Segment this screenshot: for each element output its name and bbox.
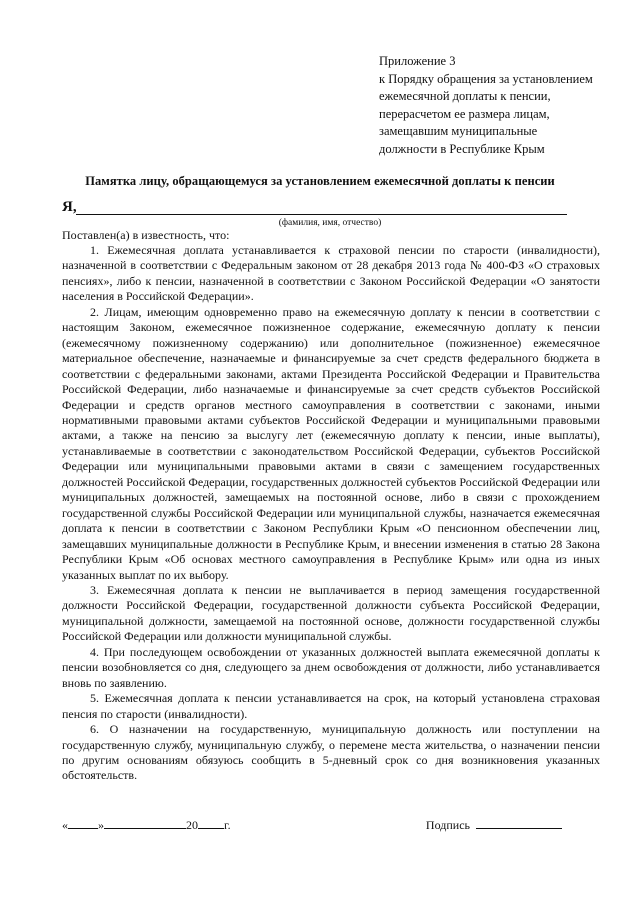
signature-field bbox=[426, 816, 562, 833]
signature-label: Подпись bbox=[425, 818, 470, 832]
appendix-line: замещавшим муниципальные bbox=[379, 124, 538, 138]
appendix-line: ежемесячной доплаты к пенсии, bbox=[379, 89, 551, 103]
name-field-line bbox=[76, 214, 567, 215]
appendix-header bbox=[379, 53, 629, 158]
name-field-label: Я, bbox=[62, 199, 77, 215]
date-open-quote: « bbox=[62, 818, 68, 832]
document-body bbox=[62, 243, 600, 784]
appendix-line: перерасчетом ее размера лицам, bbox=[379, 106, 550, 121]
signature-line bbox=[476, 816, 562, 829]
appendix-line: Приложение 3 bbox=[379, 54, 456, 68]
paragraph-2: 2. Лицам, имеющим одновременно право на ежемесячную доплату к пенсии в соответствии с настоящим Законом, ежемесячное пожизненное содержание, ежемесячную доплату к пенсии (ежемесячному пожизненному содержанию) или дополнительное (пожизненное) ежемесячное материальное обеспечение, назначаемые и финансируемые за счет средств федерального бюджета в соответствии с федеральными законами, актами Президента Российской Федерации и Правительства Российской Федерации, либо назначаемые и финансируемые за счет средств субъектов Российской Федерации и средств органов местного самоуправления в соответствии с законами, иными нормативными правовыми актами субъектов Российской Федерации и муниципальными правовыми актами, а также на пенсию за выслугу лет (ежемесячную доплату к пенсии, иные выплаты), устанавливаемые в соответствии с законодательством Российской Федерации, субъектов Российской Федерации или муниципальными правовыми актами в связи с замещением государственных должностей Российской Федерации, государственных должностей субъектов Российской Федерации или муниципальных должностей, замещаемых на постоянной основе, либо в связи с прохождением государственной службы Российской Федерации или муниципальной службы, назначается ежемесячная доплата к пенсии в соответствии с Законом Республики Крым «О пенсионном обеспечении лиц, замещавших муниципальные должности в Республике Крым, и внесении изменения в статью 28 Закона Республики Крым «Об основах местного самоуправления в Республике Крым» или одна из иных указанных выплат по их выбору. bbox=[62, 304, 600, 582]
date-close-quote: » bbox=[98, 818, 104, 832]
paragraph-5: 5. Ежемесячная доплата к пенсии устанавливается на срок, на который установлена страховая пенсия по старости (инвалидности). bbox=[62, 691, 600, 721]
date-year-suffix: г. bbox=[224, 818, 231, 832]
paragraph-1: 1. Ежемесячная доплата устанавливается к страховой пенсии по старости (инвалидности), назначенной в соответствии с Федеральным законом от 28 декабря 2013 года № 400-ФЗ «О страховых пенсиях», либо к пенсии, назначенной в соответствии с Законом Российской Федерации «О занятости населения в Российской Федерации». bbox=[62, 243, 600, 304]
footer bbox=[62, 816, 600, 836]
paragraph-6: 6. О назначении на государственную, муниципальную должность или поступлении на государственную службу, муниципальную службу, о перемене места жительства, о назначении пенсии по другим основаниям обязуюсь сообщить в 5-дневный срок со дня возникновения указанных обстоятельств. bbox=[62, 722, 600, 783]
appendix-line: должности в Республике Крым bbox=[379, 141, 545, 156]
name-field bbox=[62, 199, 567, 217]
paragraph-3: 3. Ежемесячная доплата к пенсии не выплачивается в период замещения государственной должности Российской Федерации, государственной должности субъекта Российской Федерации, муниципальной должности, замещаемой на постоянной основе, должности государственной службы Российской Федерации или должности муниципальной службы. bbox=[62, 582, 600, 644]
date-field bbox=[62, 816, 231, 833]
intro-text: Поставлен(а) в известность, что: bbox=[62, 228, 230, 242]
name-field-hint: (фамилия, имя, отчество) bbox=[278, 218, 382, 228]
date-day-line bbox=[68, 816, 98, 829]
appendix-line: к Порядку обращения за установлением bbox=[379, 71, 593, 86]
date-year-prefix: 20 bbox=[186, 818, 198, 832]
document-title: Памятка лицу, обращающемуся за установлением ежемесячной доплаты к пенсии bbox=[85, 174, 555, 188]
date-month-line bbox=[104, 816, 186, 829]
paragraph-4: 4. При последующем освобождении от указанных должностей выплата ежемесячной доплаты к пенсии возобновляется со дня, следующего за днем освобождения от должности, либо устанавливается вновь по заявлению. bbox=[62, 644, 600, 690]
date-year-line bbox=[198, 816, 224, 829]
